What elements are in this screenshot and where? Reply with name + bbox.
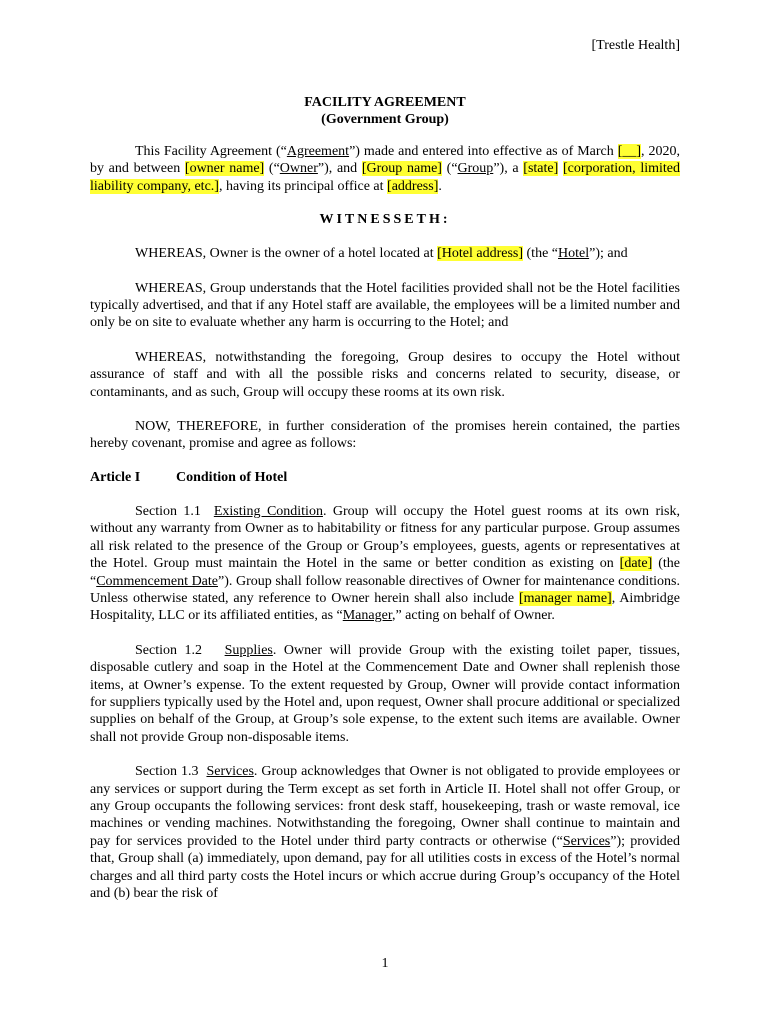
article-number: Article I — [90, 469, 141, 485]
now-therefore-paragraph: NOW, THEREFORE, in further consideration of the promises herein contained, the parties hereby covenant, promise and agree as follows: — [90, 419, 680, 452]
term-hotel: Hotel — [558, 246, 590, 262]
section-1-3: Section 1.3 Services. Group acknowledges that Owner is not obligated to provide employees or any services or support during the Term except as set forth in Article II. Hotel shall not offer Group, or any Group occupants the following services: front desk staff, housekeeping, trash or waste removal, ice machines or vending machines. Notwithstanding the foregoing, Owner shall continue to maintain and pay for services provided to the Hotel under third party contracts or otherwise (“Services”); provided that, Group shall (a) immediately, upon demand, pay for all utilities costs in excess of the Hotel’s normal charges and all third party costs the Hotel incurs or which accrue during Group’s occupancy of the Hotel and (b) bear the risk of — [90, 764, 680, 901]
header-company: [Trestle Health] — [591, 38, 680, 53]
document-body — [90, 94, 680, 902]
term-manager: Manager — [342, 608, 392, 624]
term-agreement: Agreement — [286, 144, 350, 159]
whereas-facilities: WHEREAS, Group understands that the Hotel facilities provided shall not be the Hotel facilities typically advertised, and that if any Hotel staff are available, the employees will be a limited number and only be on site to evaluate whether any harm is occurring to the Hotel; and — [90, 280, 680, 331]
section-heading: Supplies — [224, 642, 273, 658]
placeholder-group-name: [Group name] — [361, 161, 442, 177]
placeholder-manager-name: [manager name] — [518, 590, 612, 606]
placeholder-commencement-date: [date] — [619, 556, 653, 572]
placeholder-address: [address] — [387, 178, 439, 194]
term-group: Group — [457, 161, 494, 177]
term-commencement-date: Commencement Date — [96, 573, 218, 589]
term-services: Services — [562, 833, 611, 849]
whereas-risk: WHEREAS, notwithstanding the foregoing, Group desires to occupy the Hotel without assurance of staff and with all the possible risks and concerns related to security, disease, or contaminants, and as such, Group will occupy these rooms at its own risk. — [90, 349, 680, 400]
placeholder-owner-name: [owner name] — [184, 161, 265, 177]
doc-title: FACILITY AGREEMENT — [304, 95, 466, 110]
witnesseth-heading: WITNESSETH: — [319, 212, 451, 228]
whereas-hotel: WHEREAS, Owner is the owner of a hotel located at [Hotel address] (the “Hotel”); and — [135, 246, 628, 262]
placeholder-date: [__] — [617, 144, 642, 159]
section-heading: Existing Condition — [213, 503, 323, 519]
placeholder-hotel-address: [Hotel address] — [437, 246, 524, 262]
section-1-2: Section 1.2 Supplies. Owner will provide Group with the existing toilet paper, tissues, disposable cutlery and soap in the Hotel at the Commencement Date and Owner shall replenish those items, at Owner’s expense. To the extent requested by Group, Owner will provide contact information for suppliers typically used by the Hotel and, upon request, Owner shall procure additional or specialized supplies on behalf of the Group, at Group’s sole expense, to the extent such items are available. Owner shall not provide Group non-disposable items. — [90, 642, 681, 745]
section-1-1: Section 1.1 Existing Condition. Group will occupy the Hotel guest rooms at its own risk, without any warranty from Owner as to habitability or fitness for any particular purpose. Group assumes all risk related to the presence of the Group or Group’s employees, guests, agents or representatives at the Hotel. Group must maintain the Hotel in the same or better condition as existing on [date] (the “Commencement Date”). Group shall follow reasonable directives of Owner for maintenance conditions. Unless otherwise stated, any reference to Owner herein shall also include [manager name], Aimbridge Hospitality, LLC or its affiliated entities, as “Manager,” acting on behalf of Owner. — [90, 503, 680, 624]
article-title: Condition of Hotel — [176, 469, 288, 485]
intro-paragraph: This Facility Agreement (“Agreement”) made and entered into effective as of March [__], 2020, by and between [owner name] (“Owner”), and [Group name] (“Group”), a [state] [corporation, limited liability company, etc.], having its principal office at [address]. — [90, 144, 680, 194]
doc-subtitle: (Government Group) — [321, 112, 449, 127]
section-heading: Services — [206, 764, 254, 780]
page-number: 1 — [381, 956, 389, 971]
article-1-heading — [90, 470, 680, 486]
placeholder-entity-type: [corporation, limited liability company, etc.] — [90, 161, 680, 194]
term-owner: Owner — [279, 161, 318, 177]
placeholder-state: [state] — [523, 161, 559, 177]
